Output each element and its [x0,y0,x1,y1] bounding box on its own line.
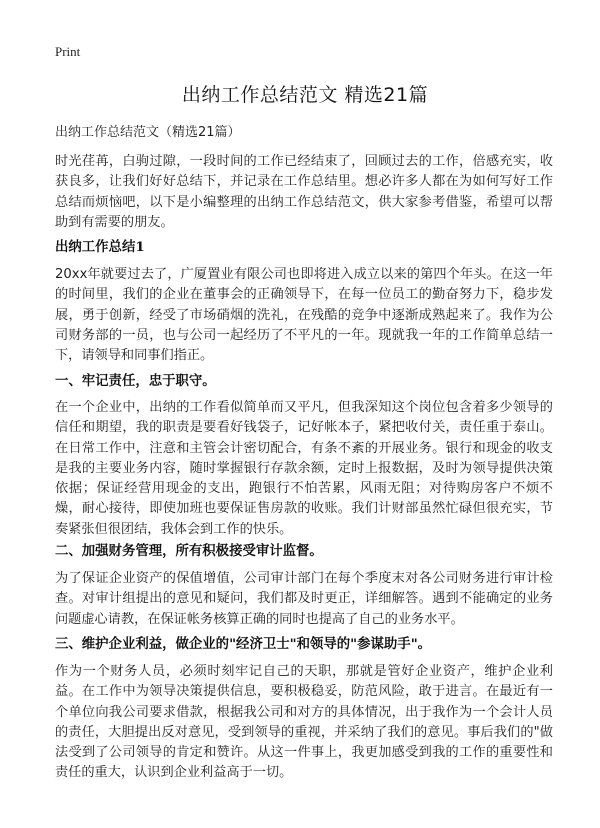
point1-heading: 一、牢记责任，忠于职守。 [55,373,216,389]
point1-paragraph: 在一个企业中，出纳的工作看似简单而又平凡，但我深知这个岗位包含着多少领导的信任和期望，我的职责是要看好钱袋子，记好帐本子，紧把收付关，责任重于泰山。在日常工作中，注意和主管会计密切配合，有条不紊的开展业务。银行和现金的收支是我的主要业务内容，随时掌握银行存款余额，定时上报数据，及时为领导提供决策依据；保证经营用现金的支出，跑银行不怕苦累，风雨无阻；对待购房客户不烦不燥，耐心接待，即使加班也要保证售房款的收账。我们计财部虽然忙碌但很充实，节奏紧张但很团结，我体会到工作的快乐。 [55,400,553,537]
intro-paragraph: 时光荏苒，白驹过隙，一段时间的工作已经结束了，回顾过去的工作，倍感充实，收获良多，让我们好好总结下，并记录在工作总结里。想必许多人都在为如何写好工作总结而烦恼吧，以下是小编整理的出纳工作总结范文，供大家参考借鉴，希望可以帮助到有需要的朋友。 [55,154,553,230]
print-link[interactable]: Print [55,44,81,59]
point3-paragraph: 作为一个财务人员，必须时刻牢记自己的天职，那就是管好企业资产，维护企业利益。在工作中为领导决策提供信息，要积极稳妥，防范风险，敢于进言。在最近有一个单位向我公司要求借款，根据我公司和对方的具体情况，出于我作为一个会计人员的责任，大胆提出反对意见，受到领导的重视，并采纳了我们的意见。事后我们的"做法受到了公司领导的肯定和赞许。从这一件事上，我更加感受到我的工作的重要性和责任的重大，认识到企业利益高于一切。 [55,664,553,781]
point3-heading: 三、维护企业利益，做企业的"经济卫士"和领导的"参谋助手"。 [55,636,432,652]
point2-paragraph: 为了保证企业资产的保值增值，公司审计部门在每个季度末对各公司财务进行审计检查。对审计组提出的意见和疑问，我们都及时更正，详细解答。遇到不能确定的业务问题虚心请教，在保证帐务核算正确的同时也提高了自己的业务水平。 [55,571,553,627]
page-title: 出纳工作总结范文 精选21篇 [181,84,429,106]
section-heading: 出纳工作总结1 [55,239,145,255]
document-subtitle: 出纳工作总结范文（精选21篇） [55,125,241,140]
section-paragraph: 20xx年就要过去了，广厦置业有限公司也即将进入成立以来的第四个年头。在这一年的时间里，我们的企业在董事会的正确领导下，在每一位员工的勤奋努力下，稳步发展，勇于创新，经受了市场硝烟的洗礼，在残酷的竞争中逐渐成熟起来了。我作为公司财务部的一员，也与公司一起经历了不平凡的一年。现就我一年的工作简单总结一下，请领导和同事们指正。 [55,267,553,364]
point2-heading: 二、加强财务管理，所有积极接受审计监督。 [55,543,323,559]
